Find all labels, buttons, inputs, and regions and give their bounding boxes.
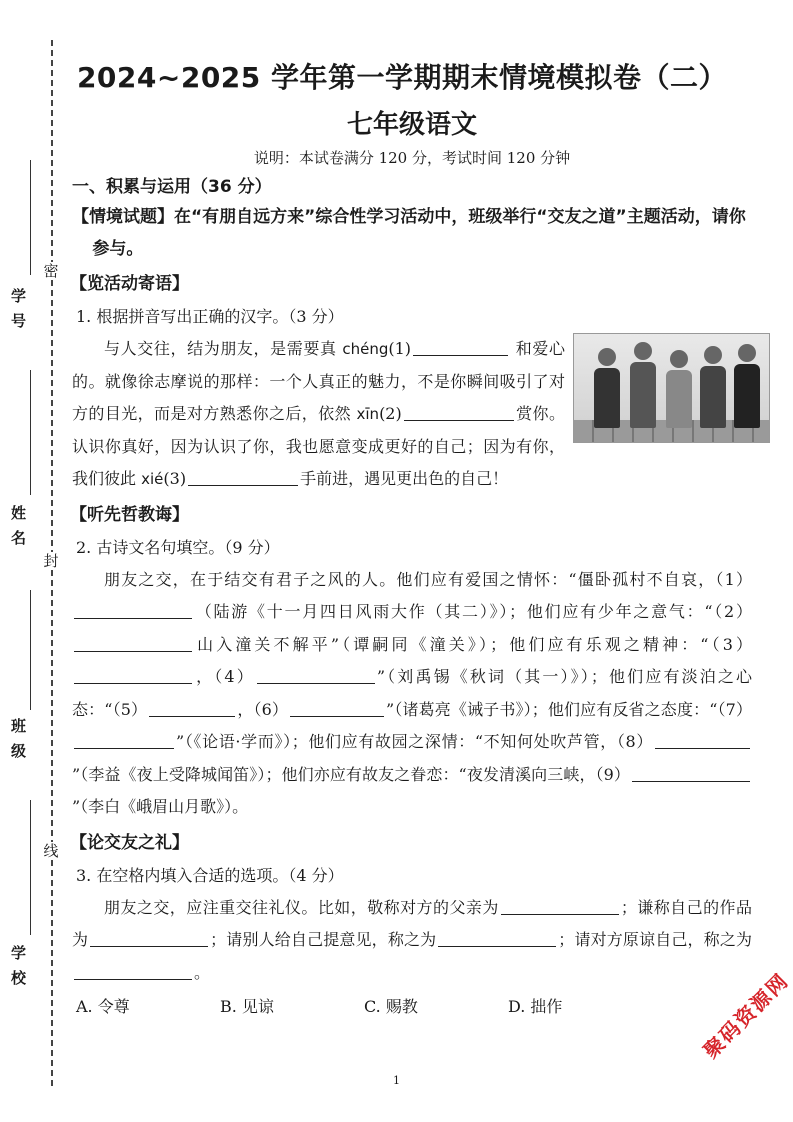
- class-label: 班级: [9, 718, 27, 768]
- q1-text-d: 手前进，遇见更出色的自己！: [300, 469, 509, 488]
- section-heading: 一、积累与运用（36 分）: [72, 177, 272, 197]
- question-2-heading: 2. 古诗文名句填空。（9 分）: [76, 537, 280, 557]
- option-c: C. 赐教: [364, 997, 418, 1016]
- question-1-passage: [72, 333, 752, 496]
- q2-text-8: ”（《论语·学而》）；他们应有故园之深情：“不知何处吹芦管，（8）: [176, 732, 653, 751]
- question-3-passage: [72, 892, 752, 990]
- friends-photo: [573, 333, 770, 443]
- answer-blank-q2-8[interactable]: [655, 732, 750, 749]
- q3-text-4: ；请对方原谅自己，称之为: [558, 930, 752, 949]
- q2-text-6: ，（6）: [237, 699, 289, 719]
- question-3-heading: 3. 在空格内填入合适的选项。（4 分）: [76, 865, 344, 885]
- answer-blank-q2-3[interactable]: [74, 667, 192, 684]
- blank-number-2: (2): [379, 404, 402, 423]
- seal-word-xian: 线: [43, 842, 59, 860]
- part3-heading: 【论交友之礼】: [70, 832, 189, 853]
- answer-blank-q2-9[interactable]: [632, 765, 750, 782]
- pinyin-1: chéng: [342, 340, 389, 358]
- part1-heading: 【览活动寄语】: [70, 274, 189, 294]
- answer-blank-q2-4[interactable]: [257, 667, 375, 684]
- option-a: A. 令尊: [76, 997, 130, 1016]
- blank-number-3: (3): [163, 469, 187, 488]
- option-d: D. 拙作: [508, 997, 563, 1016]
- q2-text-7: ”（诸葛亮《诫子书》）；他们应有反省之态度：“（7）: [386, 699, 752, 719]
- answer-blank-q3-1[interactable]: [501, 898, 619, 915]
- class-blank[interactable]: [30, 590, 31, 710]
- seal-word-mi: 密: [43, 262, 59, 280]
- exam-note: 说明：本试卷满分 120 分，考试时间 120 分钟: [253, 149, 571, 167]
- q3-text-3: ；请别人给自己提意见，称之为: [210, 930, 437, 949]
- school-label: 学校: [9, 945, 27, 995]
- name-label: 姓名: [9, 505, 27, 555]
- answer-blank-q2-5[interactable]: [149, 700, 235, 717]
- answer-blank-q1-2[interactable]: [404, 404, 514, 421]
- pinyin-3: xié: [141, 470, 164, 488]
- answer-blank-q3-3[interactable]: [438, 930, 556, 947]
- answer-blank-q2-6[interactable]: [290, 700, 384, 717]
- page-number: 1: [393, 1074, 400, 1087]
- answer-blank-q1-3[interactable]: [188, 469, 298, 486]
- options-row: [72, 991, 752, 1023]
- q1-text-b: 和爱心的。就像徐志摩说的那样：一个人真正的魅力，不是你瞬间吸引了对方的目光，而是对方熟悉你之后，依然: [72, 339, 565, 423]
- answer-blank-q1-1[interactable]: [413, 339, 508, 356]
- scenario-intro: 【情境试题】在“有朋自远方来”综合性学习活动中，班级举行“交友之道”主题活动，请你参与。: [72, 207, 746, 259]
- exam-subtitle: 七年级语文: [346, 110, 477, 140]
- watermark-stamp: 聚码资源网: [698, 968, 793, 1063]
- exam-title: 2024~2025 学年第一学期期末情境模拟卷（二）: [76, 61, 728, 94]
- q1-text-a: 与人交往，结为朋友，是需要真: [104, 339, 337, 358]
- pinyin-2: xīn: [356, 405, 380, 423]
- q3-text-5: 。: [194, 962, 211, 982]
- answer-blank-q2-2[interactable]: [74, 635, 192, 652]
- q2-text-4: ，（4）: [194, 667, 255, 686]
- student-id-blank[interactable]: [30, 160, 31, 275]
- question-1-heading: 1. 根据拼音写出正确的汉字。（3 分）: [76, 307, 344, 326]
- answer-blank-q2-7[interactable]: [74, 732, 174, 749]
- q2-text-9: ”（李益《夜上受降城闻笛》）；他们亦应有故友之眷恋：“夜发清溪向三峡，（9）: [72, 764, 630, 784]
- answer-blank-q2-1[interactable]: [74, 602, 192, 619]
- q1-text-c: 赏你。认识你真好，因为认识了你，我也愿意变成更好的自己；因为有你，我们彼此: [72, 404, 565, 488]
- question-2-passage: [72, 564, 752, 824]
- school-blank[interactable]: [30, 800, 31, 935]
- blank-number-1: (1): [388, 339, 412, 358]
- q2-text-5: ”（刘禹锡《秋词（其一）》）；他们应有淡泊之心态：“（5）: [72, 667, 752, 719]
- q3-text-2: ；谦称自己的作品为: [72, 897, 752, 949]
- q2-text-3: 山入潼关不解平”（谭嗣同《潼关》）；他们应有乐观之精神：“（3）: [194, 634, 752, 654]
- seal-word-feng: 封: [43, 552, 59, 570]
- q2-text-1: 朋友之交，在于结交有君子之风的人。他们应有爱国之情怀：“僵卧孤村不自哀，（1）: [104, 569, 752, 589]
- option-b: B. 见谅: [220, 997, 274, 1016]
- part2-heading: 【听先哲教诲】: [70, 504, 189, 525]
- name-blank[interactable]: [30, 370, 31, 495]
- q2-text-10: ”（李白《峨眉山月歌》）。: [72, 797, 249, 816]
- q3-text-1: 朋友之交，应注重交往礼仪。比如，敬称对方的父亲为: [104, 897, 499, 917]
- answer-blank-q3-4[interactable]: [74, 963, 192, 980]
- q2-text-2: （陆游《十一月四日风雨大作（其二）》）；他们应有少年之意气：“（2）: [194, 602, 752, 621]
- student-id-label: 学号: [9, 288, 27, 338]
- exam-content: [72, 48, 752, 1023]
- answer-blank-q3-2[interactable]: [90, 930, 208, 947]
